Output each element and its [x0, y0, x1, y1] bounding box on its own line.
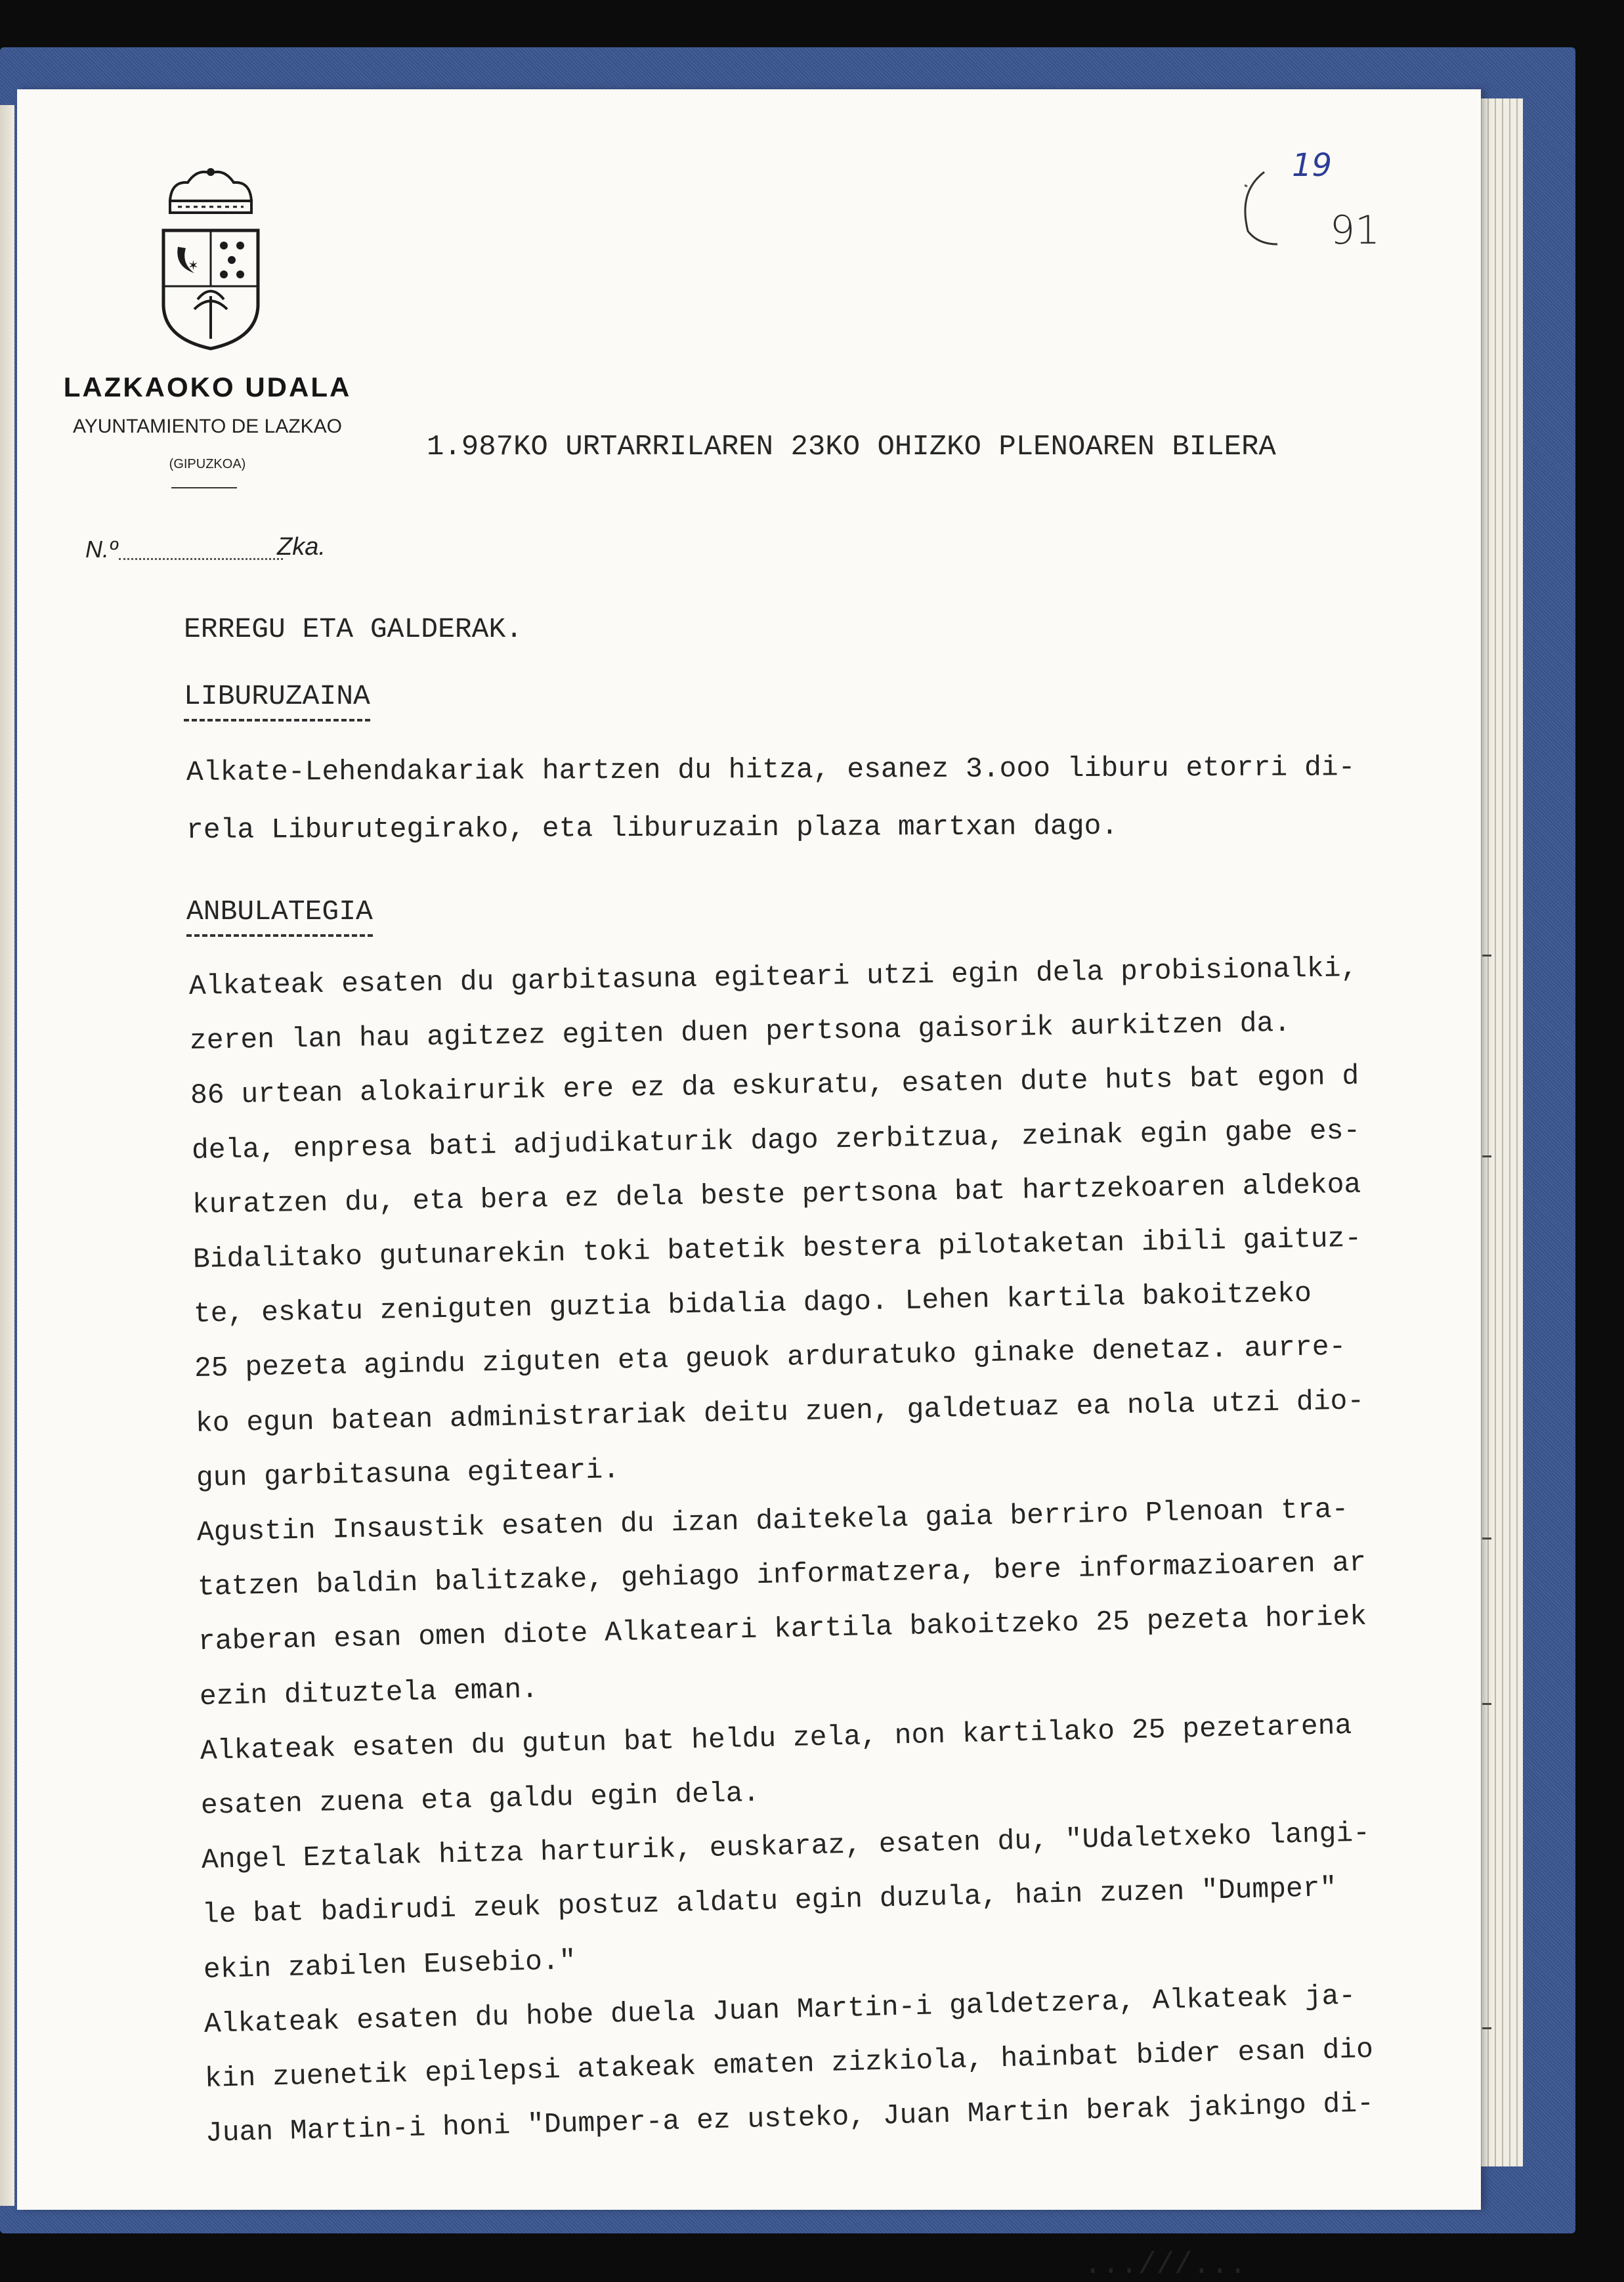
margin-tick — [1482, 1703, 1491, 1705]
text-line: kuratzen du, eta bera ez dela beste pertsona bat hartzekoaren aldekoa — [192, 1168, 1361, 1221]
number-dotted-line — [119, 558, 283, 560]
section-ambulatory-label: ANBULATEGIA — [186, 895, 373, 937]
margin-tick — [1482, 1538, 1491, 1539]
text-line: dela, enpresa bati adjudikaturik dago zerbitzua, zeinak egin gabe es- — [191, 1114, 1361, 1167]
section-library-heading — [184, 680, 370, 712]
text-line: tatzen baldin balitzake, gehiago informatzera, bere informazioaren ar — [197, 1546, 1367, 1603]
number-prefix: N.º — [85, 536, 118, 563]
text-line: raberan esan omen diote Alkateari kartila bakoitzeko 25 pezeta horiek — [198, 1600, 1367, 1658]
text-line: 25 pezeta agindu ziguten eta geuok arduratuko ginake denetaz. aurre- — [194, 1330, 1346, 1385]
text-line: zeren lan hau agitzez egiten duen pertsona gaisorik aurkitzen da. — [189, 1006, 1291, 1057]
text-line: ko egun batean administrariak deitu zuen, galdetuaz ea nola utzi dio- — [195, 1385, 1365, 1440]
text-line: Alkate-Lehendakariak hartzen du hitza, esanez 3.ooo liburu etorri di- — [186, 751, 1356, 788]
document-page — [17, 89, 1481, 2282]
margin-tick — [1482, 2027, 1491, 2029]
text-line: ezin dituztela eman. — [199, 1673, 539, 1713]
svg-text:✶: ✶ — [188, 257, 199, 273]
text-line: te, eskatu zeniguten guztia bidalia dago. Lehen kartila bakoitzeko — [193, 1277, 1312, 1330]
text-line: Agustin Insaustik esaten du izan daitekela gaia berriro Plenoan tra- — [196, 1493, 1349, 1549]
margin-tick — [1482, 955, 1491, 957]
text-line: esaten zuena eta galdu egin dela. — [200, 1776, 760, 1822]
text-line: Bidalitako gutunarekin toki batetik bestera pilotaketan ibili gaituz- — [192, 1222, 1362, 1276]
text-line: ekin zabilen Eusebio." — [203, 1945, 577, 1986]
document-title: 1.987KO URTARRILAREN 23KO OHIZKO PLENOAREN BILERA — [427, 431, 1276, 463]
text-line: Angel Eztalak hitza harturik, euskaraz, esaten du, "Udaletxeko langi- — [201, 1817, 1371, 1876]
text-line: Juan Martin-i honi "Dumper-a ez usteko, Juan Martin berak jakingo di- — [205, 2087, 1375, 2149]
page-number: 91 — [1330, 207, 1380, 253]
text-line: 86 urtean alokairurik ere ez da eskuratu, esaten dute huts bat egon d — [190, 1060, 1359, 1111]
text-line: Alkateak esaten du garbitasuna egiteari utzi egin dela probisionalki, — [188, 952, 1358, 1002]
handwritten-number: 19 — [1292, 147, 1333, 184]
text-line: kin zuenetik epilepsi atakeak ematen zizkiola, hainbat bider esan dio — [204, 2033, 1374, 2095]
text-line: le bat badirudi zeuk postuz aldatu egin duzula, hain zuzen "Dumper" — [202, 1871, 1337, 1931]
text-line: gun garbitasuna egiteari. — [196, 1453, 620, 1494]
handwritten-bracket-icon — [1225, 152, 1297, 251]
section-library-label: LIBURUZAINA — [184, 680, 370, 721]
letterhead-divider — [171, 487, 237, 488]
number-suffix: Zka. — [277, 533, 326, 561]
coat-of-arms-icon — [158, 168, 263, 450]
continuation-mark: ...///... — [1084, 2248, 1247, 2282]
text-line: Alkateak esaten du hobe duela Juan Martin-i galdetzera, Alkateak ja- — [203, 1979, 1356, 2040]
text-line: Alkateak esaten du gutun bat heldu zela, non kartilako 25 pezetarena — [200, 1709, 1352, 1767]
org-name: LAZKAOKO UDALA — [63, 372, 352, 402]
org-subtitle: AYUNTAMIENTO DE LAZKAO — [72, 416, 343, 437]
section-ambulatory-heading — [186, 895, 373, 928]
margin-tick — [1482, 1155, 1491, 1157]
left-page-edge — [0, 105, 14, 2206]
text-line: rela Liburutegirako, eta liburuzain plaza martxan dago. — [186, 809, 1119, 846]
org-region: (GIPUZKOA) — [169, 457, 246, 471]
heading-main: ERREGU ETA GALDERAK. — [184, 613, 523, 645]
